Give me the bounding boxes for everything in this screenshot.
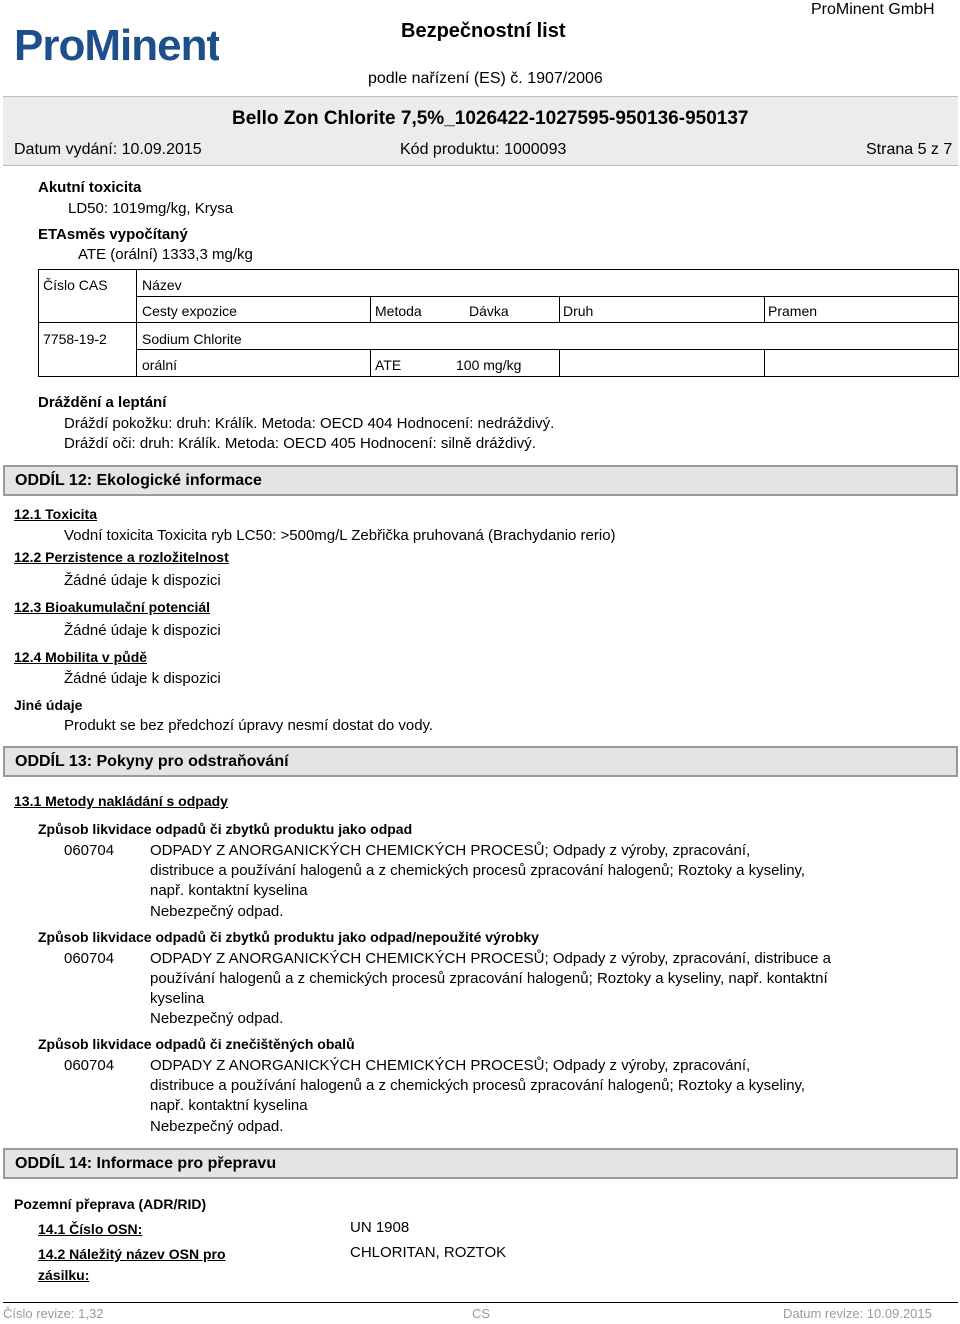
sub-12-1-heading: 12.1 Toxicita [14,506,98,522]
waste-code: 060704 [64,842,115,859]
acute-toxicity-heading: Akutní toxicita [38,179,142,196]
shipping-name-value: CHLORITAN, ROZTOK [350,1244,507,1261]
waste-text-line: distribuce a používání halogenů a z chemických procesů zpracování halogenů; Roztoky a kyseliny, [150,862,806,879]
eta-heading: ETAsměs vypočítaný [38,226,188,243]
hazardous-waste-label: Nebezpečný odpad. [150,903,284,920]
cell-method: ATE [375,357,402,373]
revision-date: Datum revize: 10.09.2015 [783,1306,932,1321]
ld50-text: LD50: 1019mg/kg, Krysa [68,200,234,217]
waste-text-line: ODPADY Z ANORGANICKÝCH CHEMICKÝCH PROCESŮ; Odpady z výroby, zpracování, distribuce a [150,950,832,967]
section-12-bar [3,465,958,496]
waste-text-line: ODPADY Z ANORGANICKÝCH CHEMICKÝCH PROCESŮ; Odpady z výroby, zpracování, [150,1057,751,1074]
shipping-name-label: 14.2 Náležitý název OSN pro [38,1246,226,1262]
sub-12-4-heading: 12.4 Mobilita v půdě [14,649,148,665]
disposal-packaging-heading: Způsob likvidace odpadů či znečištěných obalů [38,1036,355,1052]
cell-cas: 7758-19-2 [43,331,107,347]
col-header-cas: Číslo CAS [43,277,108,293]
disposal-unused-heading: Způsob likvidace odpadů či zbytků produktu jako odpad/nepoužité výrobky [38,929,539,945]
shipping-name-label-cont: zásilku: [38,1267,90,1283]
col-header-species: Druh [563,303,594,319]
company-name: ProMinent GmbH [811,1,935,18]
revision-number: Číslo revize: 1,32 [3,1306,104,1321]
document-title: Bezpečnostní list [401,20,566,42]
regulation-text: podle nařízení (ES) č. 1907/2006 [368,70,603,87]
waste-code: 060704 [64,950,115,967]
irritation-skin-text: Dráždí pokožku: druh: Králík. Metoda: OECD 404 Hodnocení: nedráždivý. [64,415,555,432]
disposal-product-heading: Způsob likvidace odpadů či zbytků produktu jako odpad [38,821,413,837]
sub-12-2-text: Žádné údaje k dispozici [64,572,221,589]
un-number-value: UN 1908 [350,1219,410,1236]
language-code: CS [472,1306,491,1321]
waste-code: 060704 [64,1057,115,1074]
cell-name: Sodium Chlorite [142,331,242,347]
sub-13-1-heading: 13.1 Metody nakládání s odpady [14,793,228,809]
product-code: Kód produktu: 1000093 [400,141,567,158]
footer-divider [3,1302,958,1303]
irritation-eye-text: Dráždí oči: druh: Králík. Metoda: OECD 405 Hodnocení: silně dráždivý. [64,435,536,452]
other-info-text: Produkt se bez předchozí úpravy nesmí dostat do vody. [64,717,434,734]
col-header-route: Cesty expozice [142,303,237,319]
sub-12-3-text: Žádné údaje k dispozici [64,622,221,639]
cell-dose: 100 mg/kg [456,357,522,373]
section-14-bar [3,1148,958,1179]
waste-text-line: používání halogenů a z chemických procesů zpracování halogenů; Roztoky a kyseliny, např. kontaktní [150,970,828,987]
col-header-method: Metoda [375,303,422,319]
col-header-name: Název [142,277,182,293]
waste-text-line: distribuce a používání halogenů a z chemických procesů zpracování halogenů; Roztoky a kyseliny, [150,1077,806,1094]
product-name: Bello Zon Chlorite 7,5%_1026422-1027595-950136-950137 [232,108,749,129]
section-12-title: ODDÍL 12: Ekologické informace [15,472,262,489]
sub-12-2-heading: 12.2 Perzistence a rozložitelnost [14,549,229,565]
hazardous-waste-label: Nebezpečný odpad. [150,1118,284,1135]
sub-12-1-text: Vodní toxicita Toxicita ryb LC50: >500mg/L Zebřička pruhovaná (Brachydanio rerio) [64,527,616,544]
issue-date: Datum vydání: 10.09.2015 [14,141,202,158]
hazardous-waste-label: Nebezpečný odpad. [150,1010,284,1027]
waste-text-line: např. kontaktní kyselina [150,882,308,899]
section-13-title: ODDÍL 13: Pokyny pro odstraňování [15,753,289,770]
sub-12-3-heading: 12.3 Bioakumulační potenciál [14,599,211,615]
section-13-bar [3,746,958,777]
waste-text-line: ODPADY Z ANORGANICKÝCH CHEMICKÝCH PROCESŮ; Odpady z výroby, zpracování, [150,842,751,859]
waste-text-line: kyselina [150,990,205,1007]
waste-text-line: např. kontaktní kyselina [150,1097,308,1114]
ate-text: ATE (orální) 1333,3 mg/kg [78,246,253,263]
sub-12-4-text: Žádné údaje k dispozici [64,670,221,687]
irritation-heading: Dráždění a leptání [38,394,167,411]
other-info-heading: Jiné údaje [14,697,83,713]
logo-text: ProMinent [14,21,219,66]
land-transport-heading: Pozemní přeprava (ADR/RID) [14,1196,207,1212]
col-header-source: Pramen [768,303,818,319]
page-number: Strana 5 z 7 [866,141,953,158]
col-header-dose: Dávka [469,303,509,319]
un-number-label: 14.1 Číslo OSN: [38,1221,143,1237]
cell-route: orální [142,357,178,373]
section-14-title: ODDÍL 14: Informace pro přepravu [15,1155,277,1172]
company-logo [14,20,219,71]
